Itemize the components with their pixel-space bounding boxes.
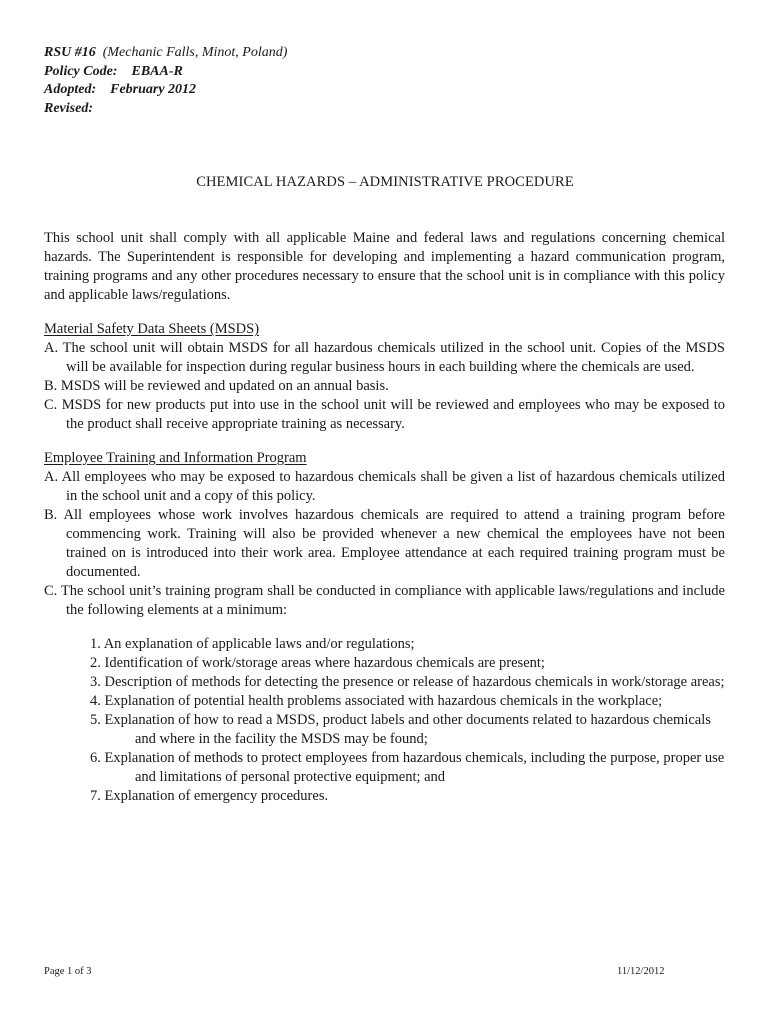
rsu-label: RSU #16: [44, 45, 96, 60]
msds-item: B. MSDS will be reviewed and updated on an annual basis.: [44, 378, 389, 394]
training-element: 7. Explanation of emergency procedures.: [90, 788, 329, 804]
adopted-label: Adopted:: [44, 82, 97, 97]
training-item: B. All employees whose work involves hazardous chemicals are required to attend a training program before commencing work. Training will also be provided whenever a new chemical the employees have not been trained on is introduced into their work area. Employee attendance at each required training program must be documented.: [44, 507, 725, 580]
document-body: [44, 229, 725, 806]
training-element: 2. Identification of work/storage areas where hazardous chemicals are present;: [90, 655, 545, 671]
rsu-line: [44, 44, 287, 63]
training-item: C. The school unit’s training program shall be conducted in compliance with applicable laws/regulations and include the following elements at a minimum:: [44, 583, 725, 618]
policy-header: [44, 44, 287, 118]
policy-code-label: Policy Code:: [44, 63, 118, 79]
adopted-line: [44, 81, 287, 100]
adopted-value: February 2012: [110, 82, 197, 97]
training-element: 1. An explanation of applicable laws and/or regulations;: [90, 636, 415, 652]
training-element: 5. Explanation of how to read a MSDS, product labels and other documents related to hazardous chemicals and where in the facility the MSDS may be found;: [90, 712, 711, 747]
msds-item: A. The school unit will obtain MSDS for all hazardous chemicals utilized in the school unit. Copies of the MSDS will be available for inspection during regular business hours in each building where the chemicals are used.: [44, 340, 725, 375]
revised-line: [44, 100, 287, 119]
training-element: 3. Description of methods for detecting the presence or release of hazardous chemicals in work/storage areas;: [90, 674, 725, 690]
intro-paragraph: This school unit shall comply with all applicable Maine and federal laws and regulations concerning chemical hazards. The Superintendent is responsible for developing and implementing a hazard communication program, training programs and any other procedures necessary to ensure that the school unit is in compliance with this policy and applicable laws/regulations.: [44, 230, 725, 303]
training-elements-list: [44, 635, 725, 806]
msds-heading: Material Safety Data Sheets (MSDS): [44, 321, 260, 337]
training-element: 6. Explanation of methods to protect employees from hazardous chemicals, including the purpose, proper use and limitations of personal protective equipment; and: [90, 750, 725, 785]
training-heading: Employee Training and Information Program: [44, 450, 307, 466]
page-number: Page 1 of 3: [44, 966, 92, 977]
training-item: A. All employees who may be exposed to hazardous chemicals shall be given a list of hazardous chemicals utilized in the school unit and a copy of this policy.: [44, 469, 725, 504]
footer-date: 11/12/2012: [617, 966, 665, 977]
policy-code-value: EBAA-R: [131, 63, 183, 79]
msds-item: C. MSDS for new products put into use in the school unit will be reviewed and employees who may be exposed to the product shall receive appropriate training as necessary.: [44, 397, 725, 432]
training-element: 4. Explanation of potential health problems associated with hazardous chemicals in the workplace;: [90, 693, 663, 709]
revised-label: Revised:: [44, 100, 93, 116]
policy-code-line: [44, 63, 287, 82]
document-title: CHEMICAL HAZARDS – ADMINISTRATIVE PROCEDURE: [196, 174, 574, 190]
rsu-towns: (Mechanic Falls, Minot, Poland): [102, 45, 288, 60]
